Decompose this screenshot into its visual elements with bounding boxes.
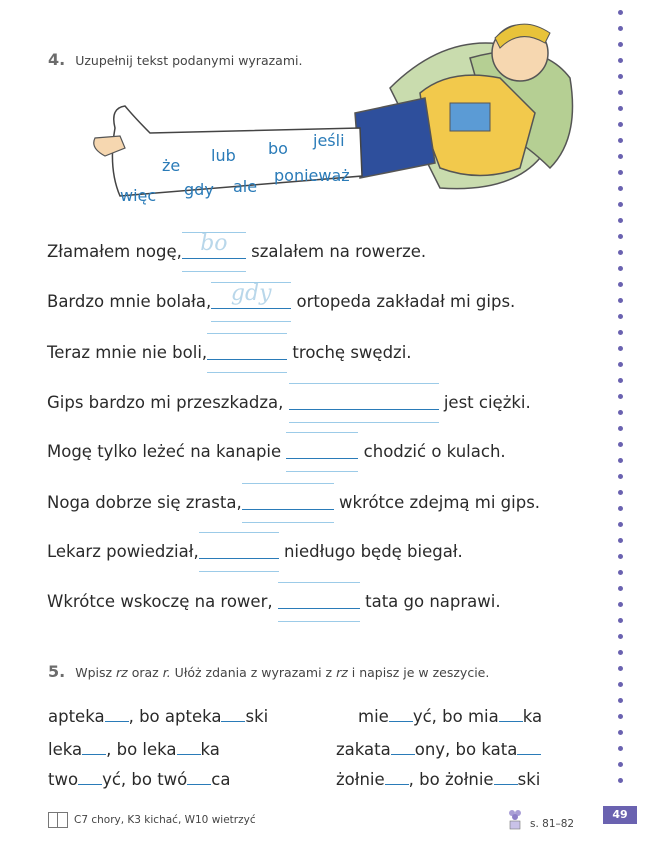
margin-dot: [618, 58, 623, 63]
word-part: żołnie: [336, 770, 385, 789]
word-part: , bo leka: [106, 740, 177, 759]
word-bank-item: więc: [120, 186, 157, 205]
letter-blank[interactable]: [105, 705, 129, 722]
instruction-text: oraz: [131, 665, 159, 680]
rz-item: [336, 768, 540, 789]
margin-dot: [618, 474, 623, 479]
handwritten-answer: gdy: [230, 281, 272, 306]
letter-blank[interactable]: [385, 768, 409, 785]
word-part: two: [48, 770, 79, 789]
margin-dot: [618, 554, 623, 559]
letter-blank[interactable]: [499, 705, 523, 722]
instruction-text: Wpisz: [75, 665, 113, 680]
sentence-text: chodzić o kulach.: [363, 442, 506, 461]
margin-dot: [618, 618, 623, 623]
page-number: 49: [603, 806, 637, 824]
sentence-text: Bardzo mnie bolała,: [47, 292, 212, 311]
margin-dot: [618, 410, 623, 415]
margin-dot: [618, 170, 623, 175]
letter-blank[interactable]: [221, 705, 245, 722]
sentence-1: [47, 231, 427, 261]
flower-pot-icon: [506, 808, 524, 830]
word-part: apteka: [48, 707, 105, 726]
sentence-text: wkrótce zdejmą mi gips.: [338, 493, 541, 512]
margin-dot: [618, 506, 623, 511]
margin-dot: [618, 762, 623, 767]
margin-dot: [618, 698, 623, 703]
margin-dot: [618, 682, 623, 687]
answer-blank[interactable]: [289, 391, 439, 410]
sentence-text: szalałem na rowerze.: [251, 242, 427, 261]
sentence-text: Teraz mnie nie boli,: [47, 343, 208, 362]
sentence-text: Wkrótce wskoczę na rower,: [47, 592, 273, 611]
instruction-text: rz: [116, 665, 128, 680]
task-instruction: Uzupełnij tekst podanymi wyrazami.: [75, 53, 303, 68]
instruction-text: Ułóż zdania z wyrazami z: [174, 665, 333, 680]
margin-dot: [618, 90, 623, 95]
word-part: ski: [517, 770, 541, 789]
sentence-text: tata go naprawi.: [365, 592, 501, 611]
letter-blank[interactable]: [517, 738, 541, 755]
sentence-8: [47, 590, 501, 611]
margin-dot: [618, 266, 623, 271]
letter-blank[interactable]: [187, 768, 211, 785]
answer-blank[interactable]: [199, 540, 279, 559]
answer-blank[interactable]: [278, 590, 360, 609]
letter-blank[interactable]: [82, 738, 106, 755]
margin-dot: [618, 186, 623, 191]
sentence-text: Noga dobrze się zrasta,: [47, 493, 242, 512]
margin-dot: [618, 26, 623, 31]
sentence-7: [47, 540, 463, 561]
margin-dot: [618, 154, 623, 159]
margin-dot: [618, 346, 623, 351]
word-bank-item: bo: [268, 139, 288, 158]
letter-blank[interactable]: [391, 738, 415, 755]
margin-dot: [618, 666, 623, 671]
margin-dot: [618, 522, 623, 527]
word-bank-item: gdy: [184, 180, 214, 199]
sentence-text: Lekarz powiedział,: [47, 542, 199, 561]
word-part: zakata: [336, 740, 391, 759]
margin-dot: [618, 490, 623, 495]
margin-dot: [618, 138, 623, 143]
handwritten-answer: bo: [200, 231, 228, 256]
margin-dot: [618, 234, 623, 239]
book-icon: [48, 812, 68, 828]
margin-dot: [618, 634, 623, 639]
boy-with-cast-illustration: [90, 18, 590, 228]
sentence-text: Mogę tylko leżeć na kanapie: [47, 442, 282, 461]
answer-blank[interactable]: [242, 491, 334, 510]
sentence-text: Złamałem nogę,: [47, 242, 182, 261]
rz-item: [48, 705, 268, 726]
page-reference: s. 81–82: [530, 818, 575, 830]
word-bank-item: ale: [233, 177, 258, 196]
margin-dot: [618, 458, 623, 463]
margin-dot: [618, 250, 623, 255]
instruction-text: r.: [162, 665, 171, 680]
margin-dot: [618, 394, 623, 399]
margin-dot: [618, 74, 623, 79]
word-bank-item: ponieważ: [274, 166, 350, 185]
rz-item: [48, 738, 220, 759]
margin-dot: [618, 202, 623, 207]
answer-blank[interactable]: [207, 341, 287, 360]
task-number: 5.: [48, 662, 66, 681]
word-part: ka: [200, 740, 220, 759]
footer-reference: [506, 808, 574, 830]
word-part: leka: [48, 740, 83, 759]
margin-dot: [618, 426, 623, 431]
task-number: 4.: [48, 50, 66, 69]
letter-blank[interactable]: [177, 738, 201, 755]
margin-dot: [618, 602, 623, 607]
word-part: mie: [358, 707, 389, 726]
margin-dot: [618, 586, 623, 591]
margin-dot: [618, 650, 623, 655]
margin-dot: [618, 282, 623, 287]
word-part: ski: [245, 707, 269, 726]
word-bank-item: że: [162, 156, 181, 175]
margin-dot: [618, 10, 623, 15]
rz-item: [48, 768, 230, 789]
answer-blank[interactable]: [211, 281, 291, 309]
sentence-text: ortopeda zakładał mi gips.: [296, 292, 516, 311]
word-part: , bo żołnie: [408, 770, 494, 789]
margin-dot: [618, 122, 623, 127]
instruction-text: i napisz je w zeszycie.: [351, 665, 490, 680]
margin-dot: [618, 106, 623, 111]
margin-dot: [618, 538, 623, 543]
margin-dot: [618, 714, 623, 719]
margin-dot: [618, 218, 623, 223]
sentence-text: niedługo będę biegał.: [283, 542, 463, 561]
sentence-6: [47, 491, 540, 512]
word-bank-item: jeśli: [313, 131, 345, 150]
margin-dot: [618, 442, 623, 447]
sentence-text: trochę swędzi.: [292, 343, 412, 362]
margin-dot: [618, 330, 623, 335]
sentence-text: jest ciężki.: [443, 393, 531, 412]
margin-dot: [618, 730, 623, 735]
answer-blank[interactable]: [182, 231, 246, 259]
dotted-margin: [618, 0, 626, 800]
task-5-header: [48, 662, 489, 681]
word-bank-item: lub: [211, 146, 236, 165]
instruction-text: rz: [336, 665, 348, 680]
sentence-3: [47, 341, 412, 362]
word-part: yć, bo mia: [412, 707, 499, 726]
answer-blank[interactable]: [286, 440, 358, 459]
footer-codes-text: C7 chory, K3 kichać, W10 wietrzyć: [74, 814, 256, 826]
margin-dot: [618, 746, 623, 751]
margin-dot: [618, 314, 623, 319]
word-part: ony, bo kata: [414, 740, 518, 759]
footer-codes: [48, 812, 256, 828]
letter-blank[interactable]: [494, 768, 518, 785]
sentence-text: Gips bardzo mi przeszkadza,: [47, 393, 284, 412]
word-part: ka: [522, 707, 543, 726]
margin-dot: [618, 42, 623, 47]
word-part: ca: [211, 770, 231, 789]
letter-blank[interactable]: [78, 768, 102, 785]
sentence-2: [47, 281, 516, 311]
rz-item: [358, 705, 542, 726]
word-part: yć, bo twó: [102, 770, 188, 789]
margin-dot: [618, 362, 623, 367]
margin-dot: [618, 570, 623, 575]
sentence-5: [47, 440, 506, 461]
rz-item: [336, 738, 541, 759]
margin-dot: [618, 778, 623, 783]
letter-blank[interactable]: [389, 705, 413, 722]
word-part: , bo apteka: [128, 707, 222, 726]
margin-dot: [618, 378, 623, 383]
sentence-4: [47, 391, 531, 412]
margin-dot: [618, 298, 623, 303]
